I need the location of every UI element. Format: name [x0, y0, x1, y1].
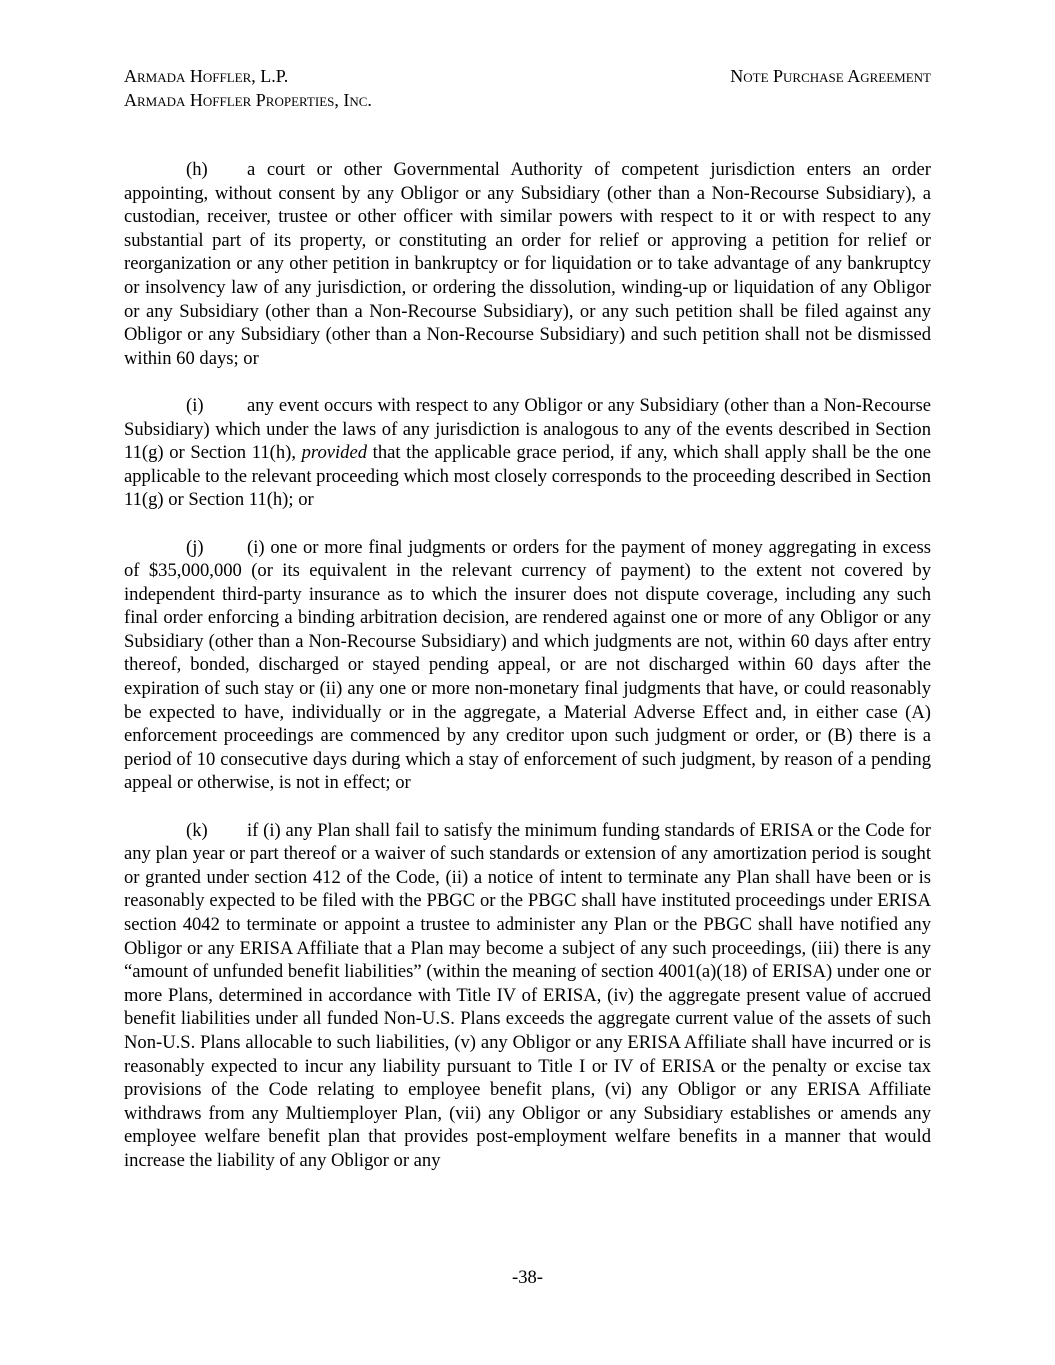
document-body [124, 158, 931, 1173]
clause-text: if (i) any Plan shall fail to satisfy the minimum funding standards of ERISA or the Code for any plan year or part thereof or a waiver of such standards or extension of any amortization period is sought or granted under section 412 of the Code, (ii) a notice of intent to terminate any Plan shall have been or is reasonably expected to be filed with the PBGC or the PBGC shall have instituted proceedings under ERISA section 4042 to terminate or appoint a trustee to administer any Plan or the PBGC shall have notified any Obligor or any ERISA Affiliate that a Plan may become a subject of any such proceedings, (iii) there is any “amount of unfunded benefit liabilities” (within the meaning of section 4001(a)(18) of ERISA) under one or more Plans, determined in accordance with Title IV of ERISA, (iv) the aggregate present value of accrued benefit liabilities under all funded Non-U.S. Plans exceeds the aggregate current value of the assets of such Non-U.S. Plans allocable to such liabilities, (v) any Obligor or any ERISA Affiliate shall have incurred or is reasonably expected to incur any liability pursuant to Title I or IV of ERISA or the penalty or excise tax provisions of the Code relating to employee benefit plans, (vi) any Obligor or any ERISA Affiliate withdraws from any Multiemployer Plan, (vii) any Obligor or any Subsidiary establishes or amends any employee welfare benefit plan that provides post-employment welfare benefits in a manner that would increase the liability of any Obligor or any [124, 819, 931, 1171]
clause-text: a court or other Governmental Authority of competent jurisdiction enters an order appointing, without consent by any Obligor or any Subsidiary (other than a Non-Recourse Subsidiary), a custodian, receiver, trustee or other officer with similar powers with respect to it or with respect to any substantial part of its property, or constituting an order for relief or approving a petition for relief or reorganization or any other petition in bankruptcy or for liquidation or to take advantage of any bankruptcy or insolvency law of any jurisdiction, or ordering the dissolution, winding-up or liquidation of any Obligor or any Subsidiary (other than a Non-Recourse Subsidiary), or any such petition shall be filed against any Obligor or any Subsidiary (other than a Non-Recourse Subsidiary) and such petition shall not be dismissed within 60 days; or [124, 159, 931, 369]
clause-label: (i) [186, 394, 204, 416]
document-header-left [124, 64, 372, 112]
clause-label: (j) [186, 536, 204, 558]
clause-text: (i) one or more final judgments or orders for the payment of money aggregating in excess of $35,000,000 (or its equivalent in the relevant currency of payment) to the extent not covered by independent third-party insurance as to which the insurer does not dispute coverage, including any such final order enforcing a binding arbitration decision, are rendered against one or more of any Obligor or any Subsidiary (other than a Non-Recourse Subsidiary) and which judgments are not, within 60 days after entry thereof, bonded, discharged or stayed pending appeal, or are not discharged within 60 days after the expiration of such stay or (ii) any one or more non-monetary final judgments that have, or could reasonably be expected to have, individually or in the aggregate, a Material Adverse Effect and, in either case (A) enforcement proceedings are commenced by any creditor upon such judgment or order, or (B) there is a period of 10 consecutive days during which a stay of enforcement of such judgment, by reason of a pending appeal or otherwise, is not in effect; or [124, 536, 931, 794]
header-company-name: Armada Hoffler, L.P. [124, 66, 289, 86]
clause-k [124, 819, 931, 1173]
clause-text-continued: that the applicable grace period, if any, which shall apply shall be the one applicable to the relevant proceeding which most closely corresponds to the proceeding described in Section 11(g) or Section 11(h); or [124, 442, 931, 511]
header-company-name-secondary: Armada Hoffler Properties, Inc. [124, 90, 372, 110]
clause-label: (h) [186, 159, 208, 180]
clause-j [124, 536, 931, 796]
document-header-right: Note Purchase Agreement [730, 66, 931, 86]
clause-h [124, 158, 931, 370]
page-number: -38- [512, 1267, 543, 1288]
clause-emphasis: provided [301, 442, 368, 464]
clause-label: (k) [186, 819, 208, 841]
clause-i [124, 394, 931, 512]
clause-text: any event occurs with respect to any Obligor or any Subsidiary (other than a Non-Recourse Subsidiary) which under the laws of any jurisdiction is analogous to any of the events described in Section 11(g) or Section 11(h), [124, 394, 931, 464]
